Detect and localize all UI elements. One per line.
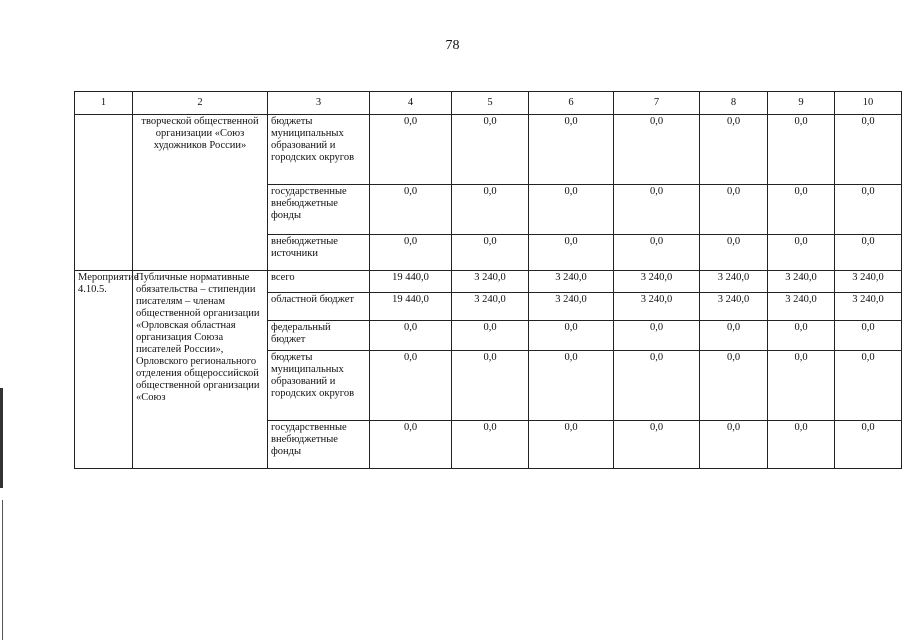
scan-margin-line	[2, 500, 3, 640]
value-cell: 0,0	[768, 421, 835, 469]
source-cell: всего	[268, 271, 370, 293]
value-cell: 19 440,0	[370, 271, 452, 293]
value-cell: 3 240,0	[452, 293, 529, 321]
value-cell: 0,0	[768, 351, 835, 421]
value-cell: 3 240,0	[835, 271, 902, 293]
value-cell: 0,0	[452, 185, 529, 235]
column-header: 7	[614, 92, 700, 115]
value-cell: 0,0	[700, 321, 768, 351]
value-cell: 0,0	[370, 235, 452, 271]
value-cell: 0,0	[614, 115, 700, 185]
source-cell: областной бюджет	[268, 293, 370, 321]
value-cell: 0,0	[835, 321, 902, 351]
value-cell: 0,0	[529, 321, 614, 351]
value-cell: 3 240,0	[768, 271, 835, 293]
column-header: 9	[768, 92, 835, 115]
value-cell: 3 240,0	[614, 271, 700, 293]
value-cell: 0,0	[768, 185, 835, 235]
value-cell: 0,0	[529, 421, 614, 469]
value-cell: 0,0	[614, 185, 700, 235]
group-name-cell: Публичные нормативные обязательства – стипендии писателям – членам общественной организации «Орловская областная организация Союза писателей России», Орловского регионального отделения общероссийской общественной организации «Союз	[133, 271, 268, 469]
value-cell: 0,0	[529, 185, 614, 235]
table-row	[75, 115, 902, 185]
source-cell: федеральный бюджет	[268, 321, 370, 351]
value-cell: 19 440,0	[370, 293, 452, 321]
header-row	[75, 92, 902, 115]
value-cell: 0,0	[700, 351, 768, 421]
value-cell: 0,0	[529, 235, 614, 271]
budget-table	[74, 91, 902, 469]
value-cell: 0,0	[370, 115, 452, 185]
value-cell: 0,0	[835, 235, 902, 271]
value-cell: 0,0	[768, 115, 835, 185]
value-cell: 0,0	[700, 421, 768, 469]
group-id-cell: Мероприятие 4.10.5.	[75, 271, 133, 469]
value-cell: 3 240,0	[768, 293, 835, 321]
value-cell: 0,0	[614, 321, 700, 351]
column-header: 2	[133, 92, 268, 115]
value-cell: 0,0	[614, 421, 700, 469]
value-cell: 0,0	[452, 115, 529, 185]
value-cell: 0,0	[700, 235, 768, 271]
source-cell: государственные внебюджетные фонды	[268, 185, 370, 235]
value-cell: 0,0	[452, 421, 529, 469]
value-cell: 0,0	[452, 235, 529, 271]
value-cell: 0,0	[700, 185, 768, 235]
value-cell: 3 240,0	[452, 271, 529, 293]
value-cell: 0,0	[370, 421, 452, 469]
source-cell: внебюджетные источники	[268, 235, 370, 271]
value-cell: 0,0	[452, 351, 529, 421]
value-cell: 0,0	[768, 321, 835, 351]
column-header: 3	[268, 92, 370, 115]
column-header: 10	[835, 92, 902, 115]
group-id-cell	[75, 115, 133, 271]
value-cell: 3 240,0	[529, 271, 614, 293]
column-header: 6	[529, 92, 614, 115]
value-cell: 0,0	[370, 351, 452, 421]
column-header: 5	[452, 92, 529, 115]
value-cell: 0,0	[835, 185, 902, 235]
column-header: 4	[370, 92, 452, 115]
value-cell: 0,0	[370, 321, 452, 351]
group-name-cell: творческой общественной организации «Союз художников России»	[133, 115, 268, 271]
table-row	[75, 271, 902, 293]
column-header: 1	[75, 92, 133, 115]
value-cell: 0,0	[614, 351, 700, 421]
value-cell: 0,0	[370, 185, 452, 235]
page-number: 78	[445, 38, 460, 53]
source-cell: бюджеты муниципальных образований и городских округов	[268, 351, 370, 421]
value-cell: 0,0	[835, 351, 902, 421]
value-cell: 0,0	[614, 235, 700, 271]
source-cell: государственные внебюджетные фонды	[268, 421, 370, 469]
column-header: 8	[700, 92, 768, 115]
value-cell: 0,0	[700, 115, 768, 185]
value-cell: 0,0	[835, 115, 902, 185]
value-cell: 0,0	[835, 421, 902, 469]
scan-margin-mark	[0, 388, 3, 488]
value-cell: 0,0	[452, 321, 529, 351]
value-cell: 3 240,0	[700, 293, 768, 321]
value-cell: 3 240,0	[700, 271, 768, 293]
value-cell: 0,0	[529, 115, 614, 185]
value-cell: 3 240,0	[835, 293, 902, 321]
value-cell: 0,0	[768, 235, 835, 271]
value-cell: 3 240,0	[614, 293, 700, 321]
source-cell: бюджеты муниципальных образований и городских округов	[268, 115, 370, 185]
value-cell: 3 240,0	[529, 293, 614, 321]
value-cell: 0,0	[529, 351, 614, 421]
